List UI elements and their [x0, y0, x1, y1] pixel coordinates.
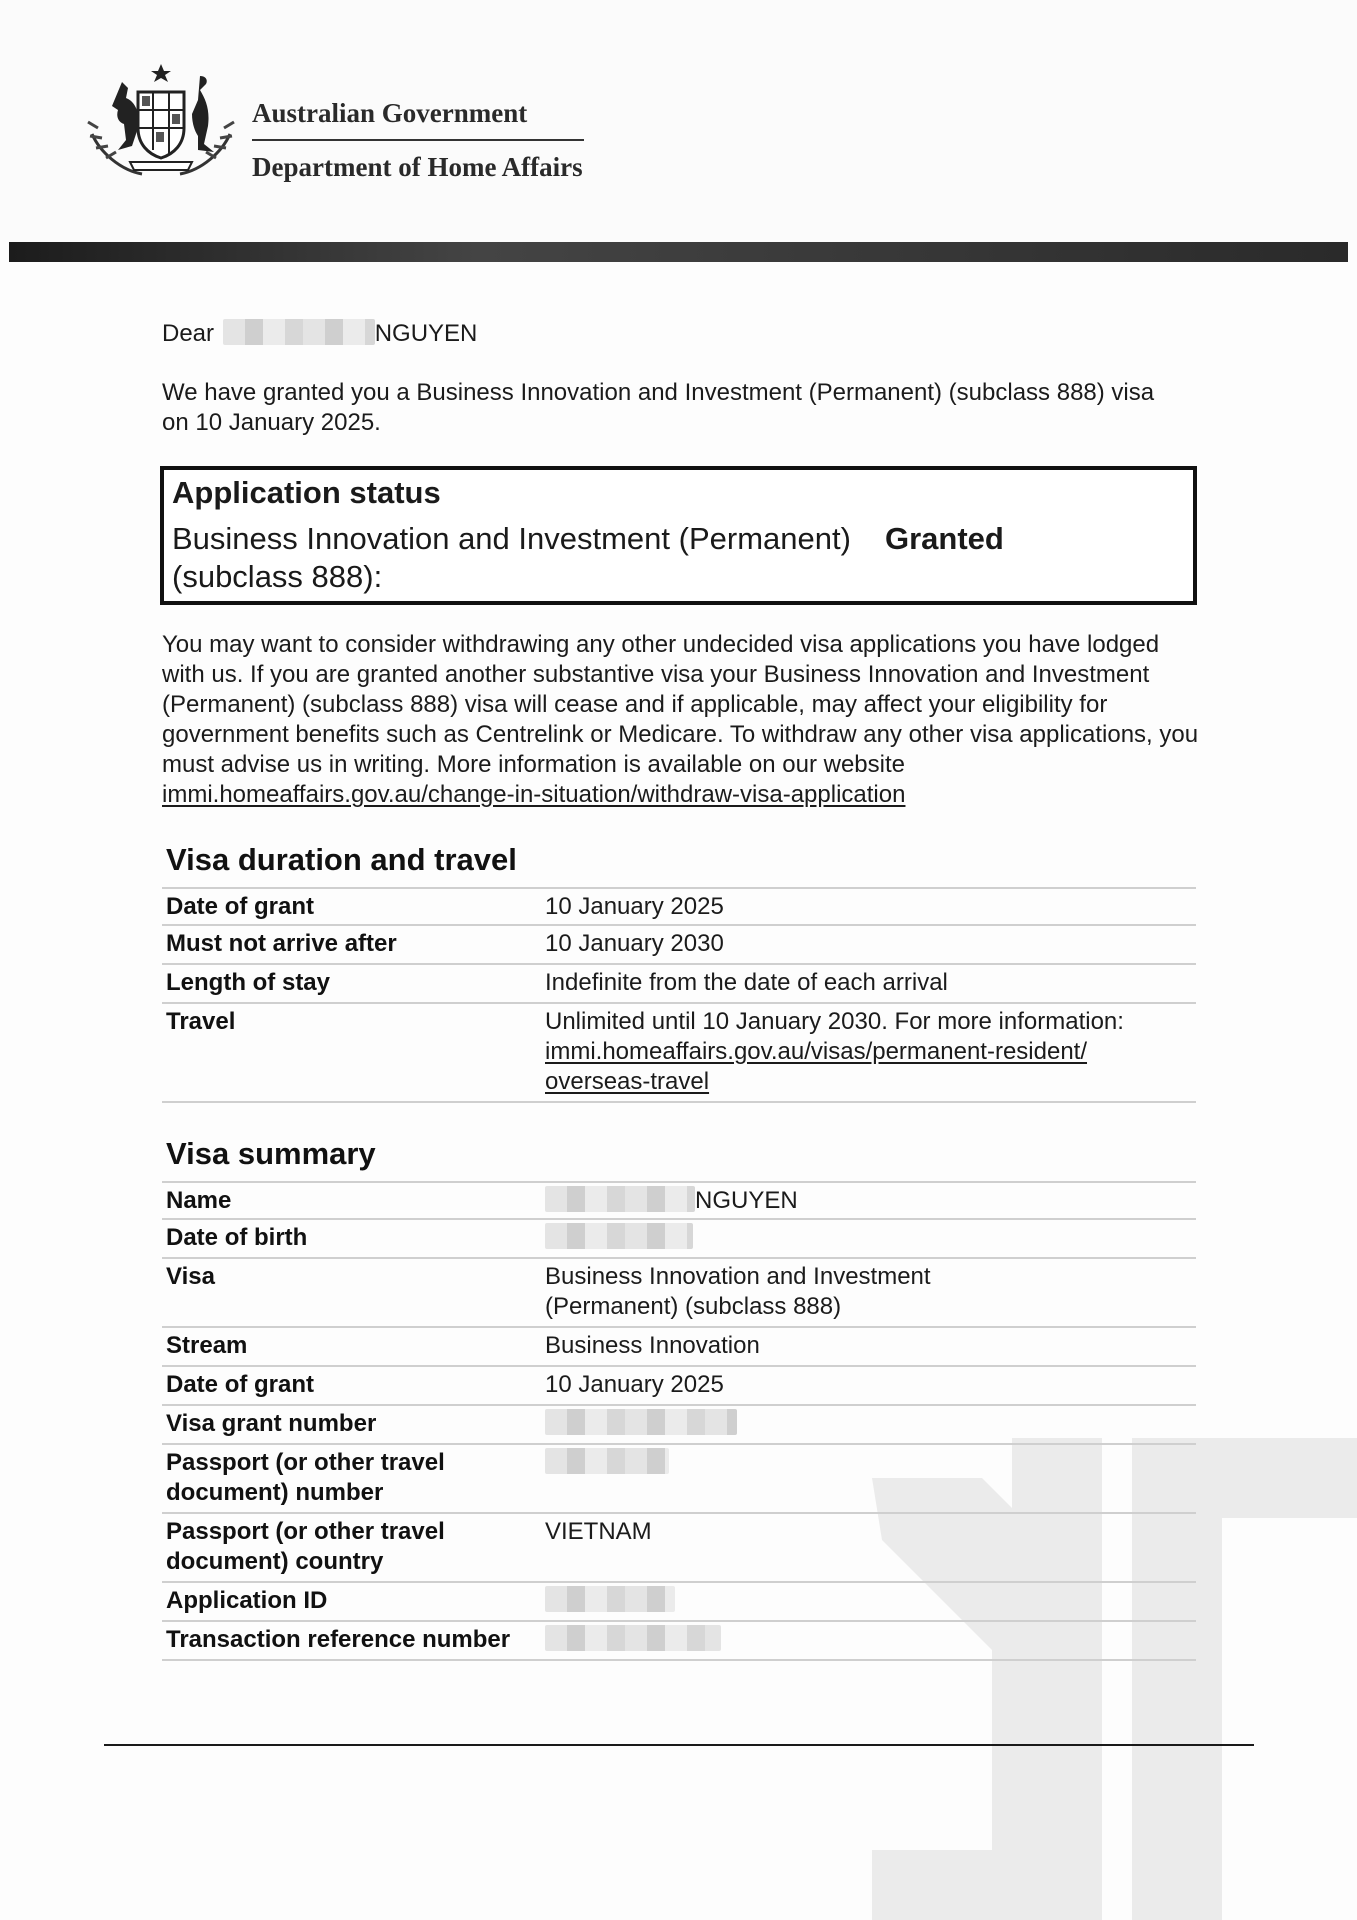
- row-label: Date of grant: [166, 1371, 315, 1398]
- table-row: [162, 1622, 1196, 1661]
- table-row: [162, 1004, 1196, 1103]
- row-value: Indefinite from the date of each arrival: [545, 969, 948, 996]
- application-status-box: [160, 466, 1197, 605]
- redacted-value: [545, 1409, 737, 1435]
- table-row: [162, 1583, 1196, 1622]
- header-banner: [9, 242, 1348, 262]
- duration-section-title: Visa duration and travel: [166, 842, 517, 877]
- row-value: [545, 1406, 1196, 1443]
- table-row: [162, 1259, 1196, 1328]
- row-value: 10 January 2025: [545, 893, 724, 920]
- travel-text: Unlimited until 10 January 2030. For more information:: [545, 1008, 1124, 1035]
- travel-link[interactable]: immi.homeaffairs.gov.au/visas/permanent-resident/ overseas-travel: [545, 1038, 1088, 1095]
- row-value: [545, 1445, 1196, 1512]
- footer-divider: [104, 1744, 1254, 1746]
- row-label: Travel: [166, 1008, 236, 1035]
- summary-section-title: Visa summary: [166, 1136, 376, 1171]
- table-row: [162, 1406, 1196, 1445]
- letterhead: [0, 0, 1357, 240]
- name-surname: NGUYEN: [695, 1187, 798, 1214]
- withdraw-link[interactable]: immi.homeaffairs.gov.au/change-in-situation/withdraw-visa-application: [162, 781, 906, 808]
- redacted-value: [545, 1448, 669, 1474]
- row-value: [545, 1183, 1196, 1218]
- redacted-value: [545, 1223, 693, 1249]
- duration-table: [162, 887, 1196, 1103]
- row-value: [545, 1220, 1196, 1257]
- row-value: 10 January 2025: [545, 1371, 724, 1398]
- grant-intro: We have granted you a Business Innovation and Investment (Permanent) (subclass 888) visa on 10 January 2025.: [162, 379, 1155, 436]
- redacted-value: [545, 1586, 675, 1612]
- row-value: Business Innovation and Investment (Permanent) (subclass 888): [545, 1263, 931, 1320]
- row-label: Visa: [166, 1263, 215, 1290]
- table-row: [162, 1181, 1196, 1220]
- row-label: Length of stay: [166, 969, 331, 996]
- status-visa-name: Business Innovation and Investment (Permanent) (subclass 888):: [172, 521, 851, 594]
- redacted-given-name: [223, 319, 375, 345]
- withdraw-text: You may want to consider withdrawing any other undecided visa applications you have lodged with us. If you are granted another substantive visa your Business Innovation and Investment (Permanent) (subclass 888) visa will cease and if applicable, may affect your eligibility for government benefits such as Centrelink or Medicare. To withdraw any other visa applications, you must advise us in writing. More information is available on our website: [162, 631, 1199, 778]
- row-label: Date of grant: [166, 893, 315, 920]
- government-name: Australian Government: [252, 96, 584, 141]
- redacted-given-name: [545, 1186, 695, 1212]
- row-label: Transaction reference number: [166, 1626, 511, 1653]
- coat-of-arms-icon: [82, 62, 240, 184]
- row-value: VIETNAM: [545, 1518, 652, 1545]
- row-value: [545, 1583, 1196, 1620]
- summary-table: [162, 1181, 1196, 1661]
- status-title: Application status: [172, 475, 441, 510]
- salutation-surname: NGUYEN: [374, 320, 478, 347]
- table-row: [162, 1514, 1196, 1583]
- table-row: [162, 965, 1196, 1004]
- salutation-word: Dear: [162, 320, 215, 347]
- row-label: Application ID: [166, 1587, 328, 1614]
- row-label: Date of birth: [166, 1224, 308, 1251]
- row-value: [545, 1622, 1196, 1659]
- status-value: Granted: [885, 521, 1004, 556]
- table-row: [162, 926, 1196, 965]
- salutation: [162, 319, 477, 349]
- row-label: Passport (or other travel document) number: [166, 1449, 445, 1506]
- table-row: [162, 1367, 1196, 1406]
- table-row: [162, 1220, 1196, 1259]
- table-row: [162, 1328, 1196, 1367]
- row-value: 10 January 2030: [545, 930, 724, 957]
- row-value: [545, 1004, 1196, 1101]
- table-row: [162, 887, 1196, 926]
- row-label: Passport (or other travel document) country: [166, 1518, 445, 1575]
- withdraw-paragraph: [162, 630, 1202, 810]
- row-label: Must not arrive after: [166, 930, 397, 957]
- agency-name: [252, 96, 584, 184]
- row-value: Business Innovation: [545, 1332, 760, 1359]
- department-name: Department of Home Affairs: [252, 152, 583, 182]
- table-row: [162, 1445, 1196, 1514]
- redacted-value: [545, 1625, 721, 1651]
- row-label: Name: [166, 1187, 232, 1214]
- row-label: Visa grant number: [166, 1410, 377, 1437]
- row-label: Stream: [166, 1332, 248, 1359]
